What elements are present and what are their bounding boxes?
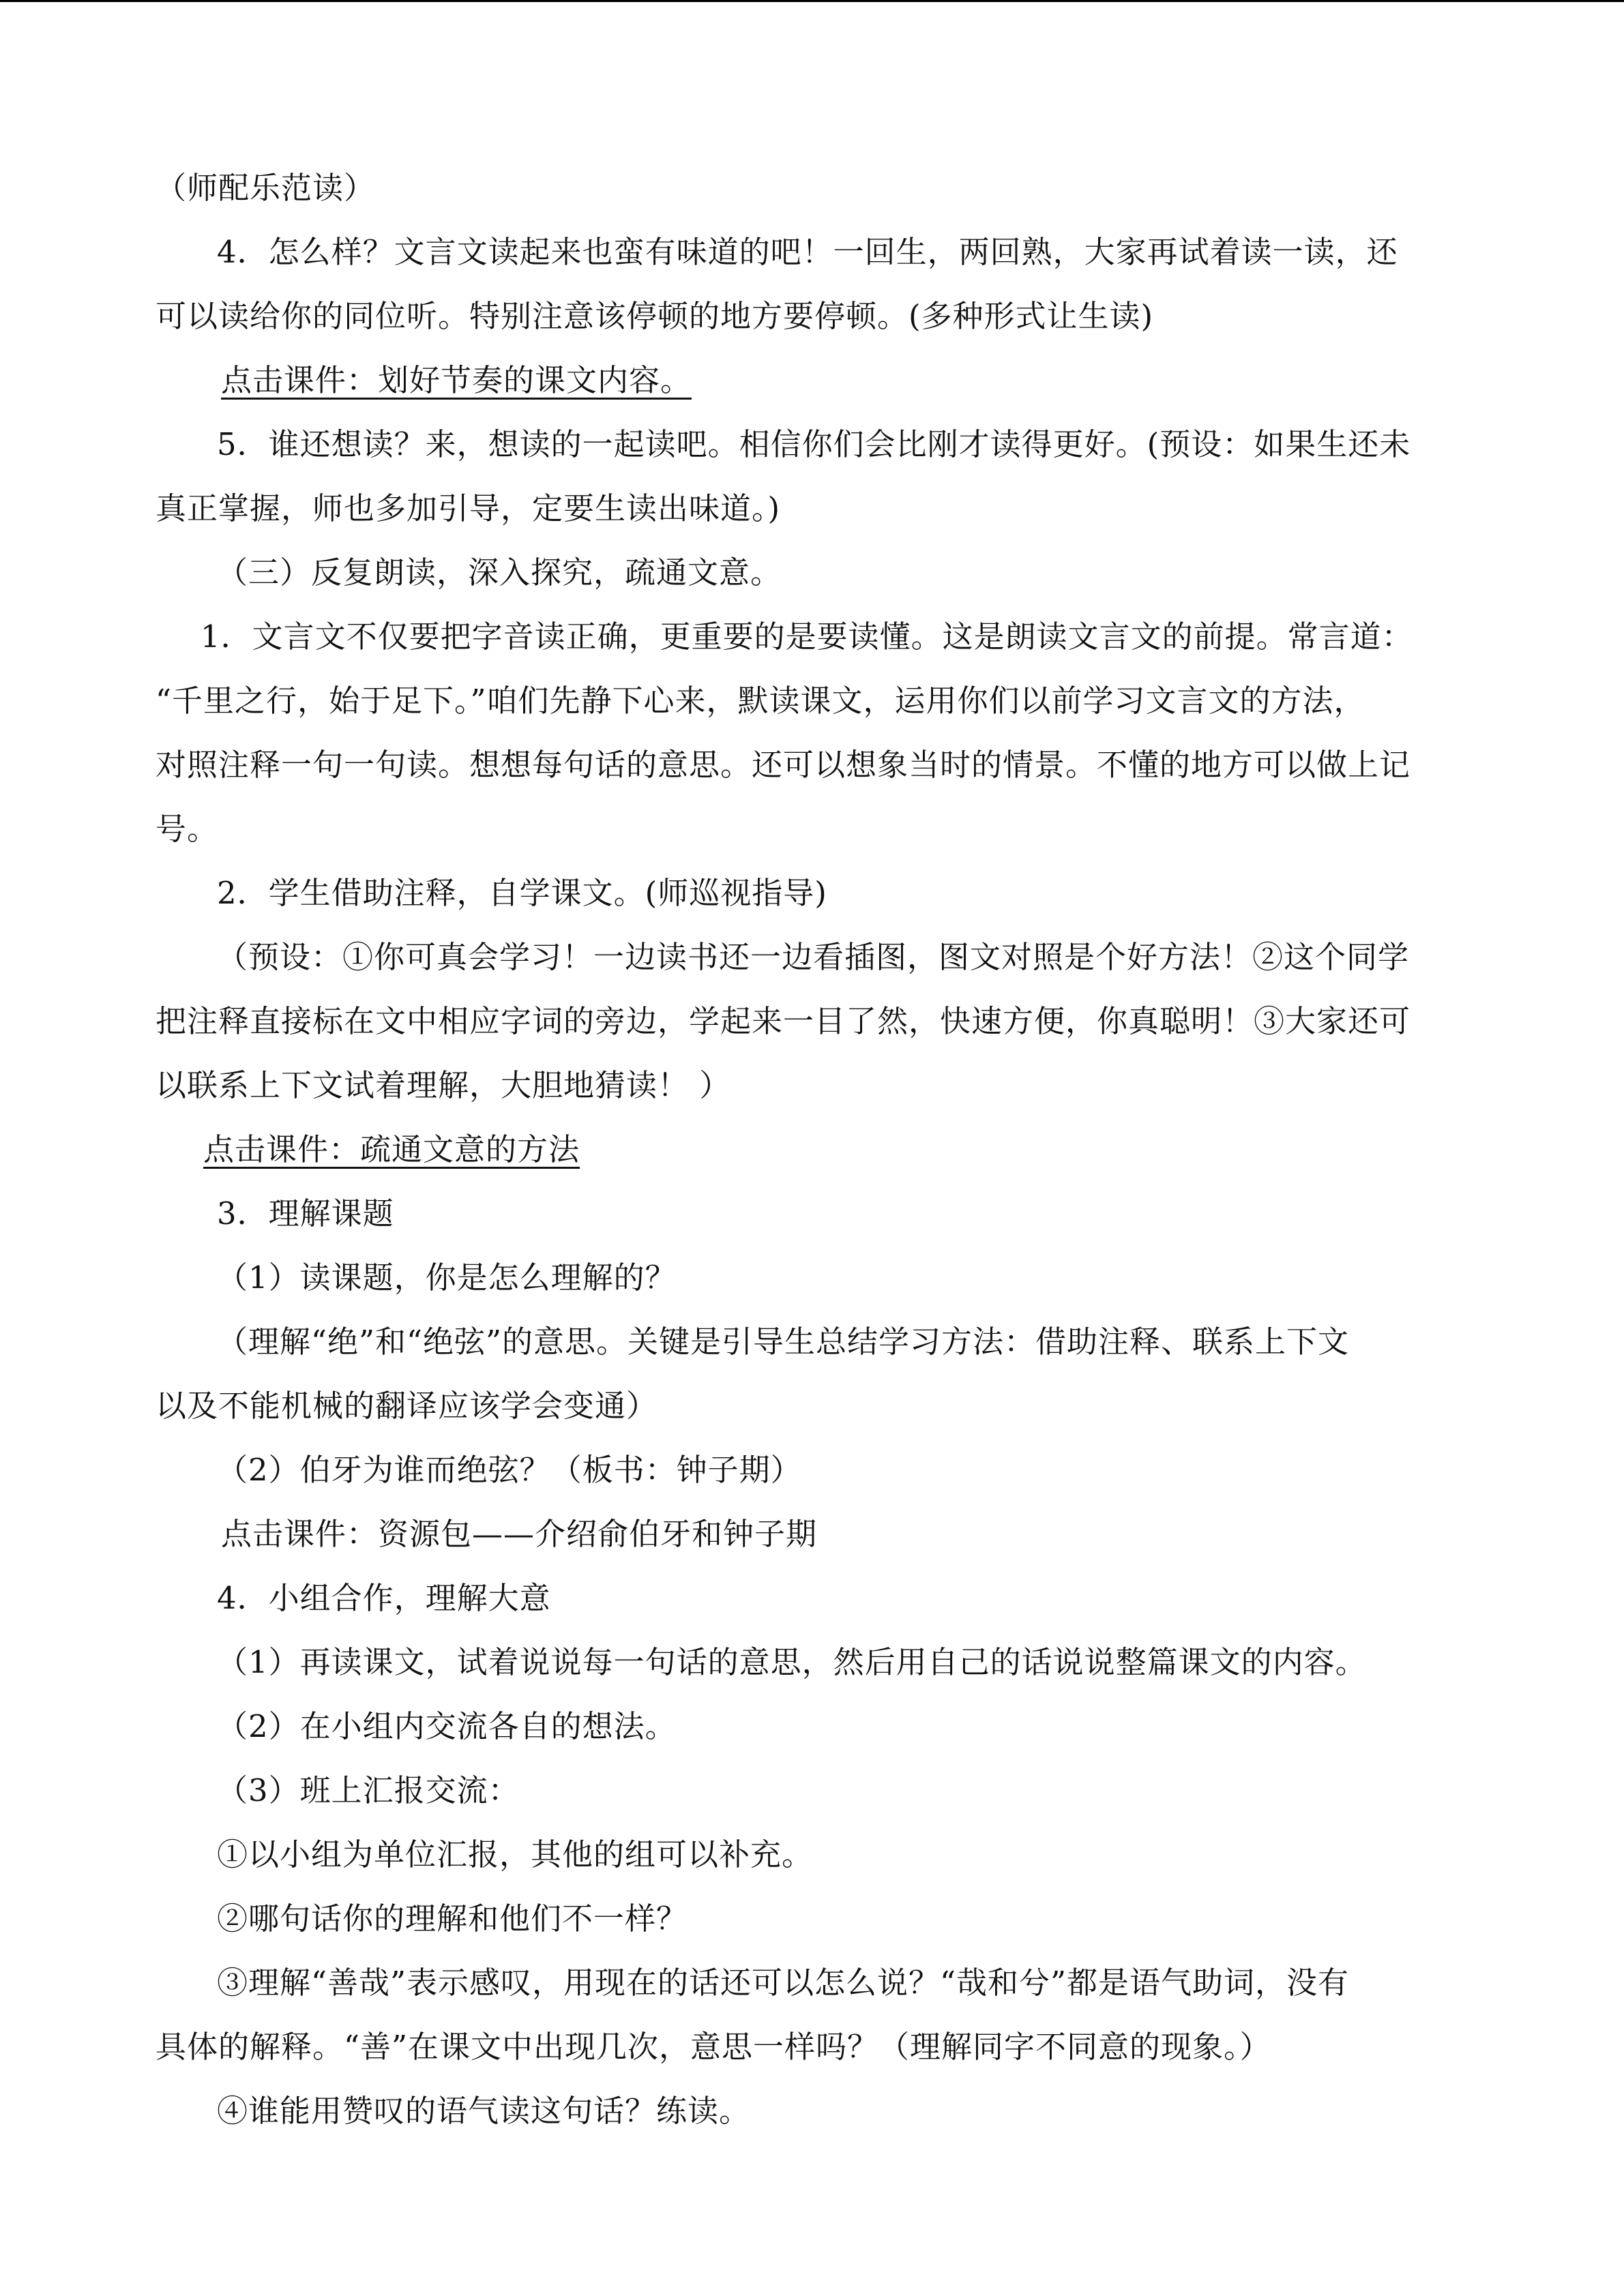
text-line: “千里之行，始于足下。”咱们先静下心来，默读课文，运用你们以前学习文言文的方法， bbox=[156, 683, 1365, 719]
text-line: 具体的解释。“善”在课文中出现几次，意思一样吗？（理解同字不同意的现象。） bbox=[156, 2029, 1271, 2065]
text-line: 4．小组合作，理解大意 bbox=[217, 1580, 551, 1616]
text-line: 以联系上下文试着理解，大胆地猜读！ ） bbox=[156, 1067, 731, 1103]
text-line: （预设：①你可真会学习！一边读书还一边看插图，图文对照是个好方法！②这个同学 bbox=[217, 939, 1410, 975]
text-line: 把注释直接标在文中相应字词的旁边，学起来一目了然，快速方便，你真聪明！③大家还可 bbox=[156, 1003, 1411, 1039]
text-line: 点击课件：资源包——介绍俞伯牙和钟子期 bbox=[221, 1516, 818, 1552]
text-line: ①以小组为单位汇报，其他的组可以补充。 bbox=[217, 1836, 814, 1873]
text-line: 1．文言文不仅要把字音读正确，更重要的是要读懂。这是朗读文言文的前提。常言道： bbox=[201, 618, 1413, 655]
text-line: 3．理解课题 bbox=[217, 1195, 394, 1232]
text-line: （师配乐范读） bbox=[156, 170, 376, 206]
courseware-link-rhythm[interactable]: 点击课件：划好节奏的课文内容。 bbox=[221, 362, 692, 398]
text-line: ②哪句话你的理解和他们不一样？ bbox=[217, 1900, 688, 1937]
text-line: 对照注释一句一句读。想想每句话的意思。还可以想象当时的情景。不懂的地方可以做上记 bbox=[156, 747, 1411, 783]
text-line: （1）再读课文，试着说说每一句话的意思，然后用自己的话说说整篇课文的内容。 bbox=[217, 1644, 1367, 1680]
text-line: （1）读课题，你是怎么理解的？ bbox=[217, 1259, 677, 1296]
text-line: （2）在小组内交流各自的想法。 bbox=[217, 1708, 677, 1744]
text-line: （3）班上汇报交流： bbox=[217, 1772, 520, 1808]
text-line: 以及不能机械的翻译应该学会变通） bbox=[156, 1388, 658, 1424]
section-heading: （三）反复朗读，深入探究，疏通文意。 bbox=[217, 554, 782, 591]
courseware-link-methods[interactable]: 点击课件：疏通文意的方法 bbox=[203, 1131, 580, 1167]
text-line: 5．谁还想读？来，想读的一起读吧。相信你们会比刚才读得更好。(预设：如果生还未 bbox=[217, 426, 1411, 462]
text-line: 4．怎么样？文言文读起来也蛮有味道的吧！一回生，两回熟，大家再试着读一读，还 bbox=[217, 234, 1398, 270]
text-line: ③理解“善哉”表示感叹，用现在的话还可以怎么说？“哉和兮”都是语气助词，没有 bbox=[217, 1965, 1350, 2001]
text-line: ④谁能用赞叹的语气读这句话？练读。 bbox=[217, 2093, 751, 2129]
text-line: （理解“绝”和“绝弦”的意思。关键是引导生总结学习方法：借助注释、联系上下文 bbox=[217, 1324, 1350, 1360]
text-line: （2）伯牙为谁而绝弦？（板书：钟子期） bbox=[217, 1452, 802, 1488]
text-line: 真正掌握，师也多加引导，定要生读出味道。) bbox=[156, 490, 781, 526]
text-line: 2．学生借助注释，自学课文。(师巡视指导) bbox=[217, 875, 827, 911]
text-line: 号。 bbox=[156, 811, 219, 847]
text-line: 可以读给你的同位听。特别注意该停顿的地方要停顿。(多种形式让生读) bbox=[156, 298, 1154, 334]
